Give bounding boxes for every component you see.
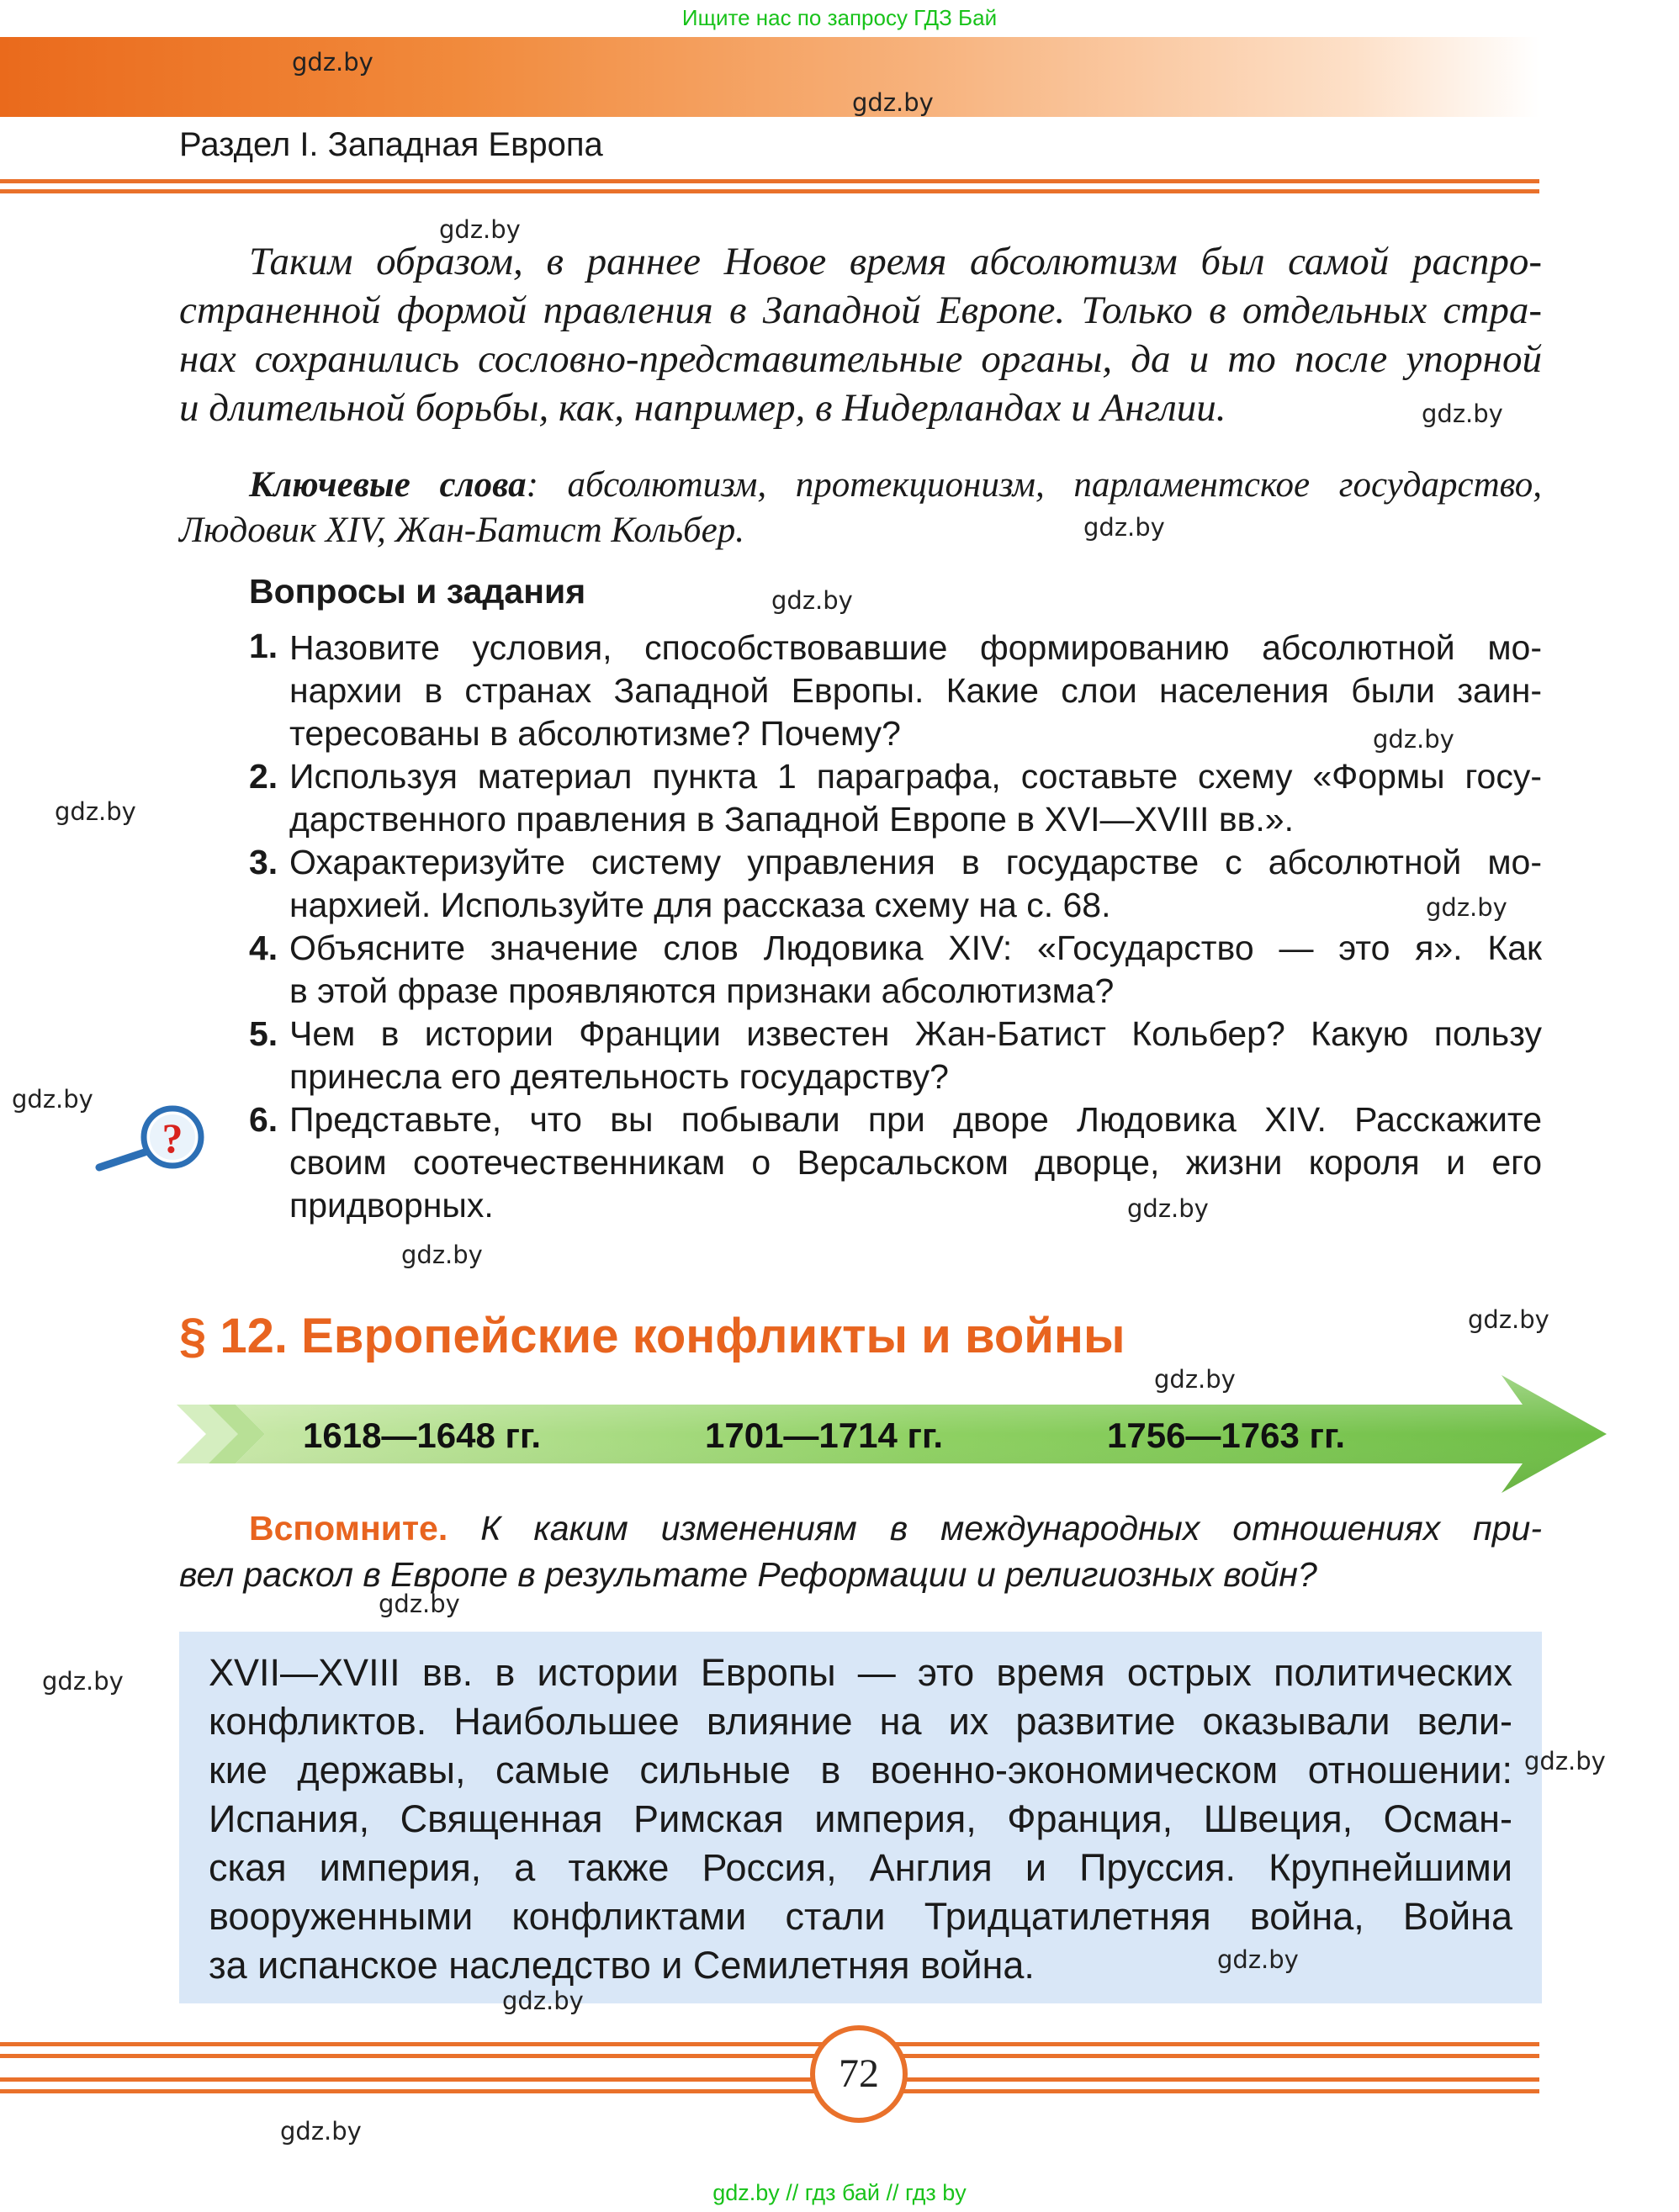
keywords-line — [179, 463, 1542, 508]
watermark-text: gdz.by — [771, 586, 853, 615]
question-line: принесла его деятельность государству? — [289, 1057, 949, 1096]
footer-stripe-4 — [0, 2089, 1539, 2093]
footer-links[interactable]: gdz.by // гдз бай // гдз by — [712, 2180, 967, 2205]
intro-text — [209, 1648, 1512, 1990]
question-item — [249, 1013, 1542, 1098]
recall-label: Вспомните. — [249, 1509, 448, 1548]
question-item — [249, 1098, 1542, 1227]
watermark-text: gdz.by — [1426, 893, 1507, 922]
footer-stripe-2 — [0, 2054, 1539, 2058]
question-item — [249, 927, 1542, 1013]
watermark-text: gdz.by — [379, 1590, 460, 1618]
intro-line: ская империя, а также Россия, Англия и Пруссия. Крупнейшими — [209, 1846, 1512, 1889]
watermark-text: gdz.by — [280, 2117, 362, 2146]
paragraph-title: § 12. Европейские конфликты и войны — [179, 1309, 1126, 1363]
intro-line: кие державы, самые сильные в военно-экономическом отношении: — [209, 1749, 1512, 1791]
conclusion-line: страненной формой правления в Западной Европе. Только в отдельных стра- — [179, 288, 1542, 332]
intro-line: вооруженными конфликтами стали Тридцатилетняя война, Война — [209, 1895, 1512, 1938]
watermark-text: gdz.by — [55, 797, 136, 826]
question-line: дарственного правления в Западной Европе в XVI—XVIII вв.». — [289, 800, 1294, 839]
header-gradient-bar — [0, 37, 1539, 117]
watermark-text: gdz.by — [42, 1667, 124, 1696]
watermark-text: gdz.by — [1217, 1945, 1299, 1974]
question-item — [249, 841, 1542, 927]
watermark-text: gdz.by — [12, 1085, 93, 1114]
watermark-text: gdz.by — [292, 48, 373, 77]
question-item — [249, 627, 1542, 755]
question-number: 6. — [249, 1100, 278, 1139]
watermark-text: gdz.by — [1468, 1305, 1549, 1334]
question-line: нархии в странах Западной Европы. Какие слои населения были заин- — [289, 671, 1542, 710]
question-line: в этой фразе проявляются признаки абсолютизма? — [289, 971, 1115, 1010]
keywords-list-1: : абсолютизм, протекционизм, парламентское государство, — [526, 465, 1542, 505]
question-number: 3. — [249, 843, 278, 881]
question-item — [249, 755, 1542, 841]
intro-line: XVII—XVIII вв. в истории Европы — это время острых политических — [209, 1651, 1512, 1694]
recall-question-1: К каким изменениям в международных отношениях при- — [448, 1509, 1542, 1548]
watermark-text: gdz.by — [1524, 1747, 1606, 1775]
question-line: Охарактеризуйте систему управления в государстве с абсолютной мо- — [289, 843, 1542, 881]
intro-line: за испанское наследство и Семилетняя война. — [209, 1944, 1035, 1987]
question-line: придворных. — [289, 1186, 494, 1225]
watermark-text: gdz.by — [401, 1241, 483, 1269]
page-number: 72 — [839, 2051, 879, 2096]
timeline-date: 1701—1714 гг. — [705, 1416, 943, 1455]
watermark-text: gdz.by — [439, 215, 521, 244]
question-number: 4. — [249, 929, 278, 967]
watermark-text: gdz.by — [502, 1987, 584, 2015]
conclusion-line: и длительной борьбы, как, например, в Нидерландах и Англии. — [179, 386, 1226, 430]
question-line: Представьте, что вы побывали при дворе Людовика XIV. Расскажите — [289, 1100, 1542, 1139]
watermark-text: gdz.by — [1422, 400, 1503, 428]
conclusion-paragraph — [179, 237, 1542, 432]
svg-text:?: ? — [162, 1114, 183, 1162]
watermark-text: gdz.by — [1083, 513, 1165, 542]
question-number: 1. — [249, 627, 278, 665]
question-line: Назовите условия, способствовавшие формированию абсолютной мо- — [289, 628, 1542, 667]
recall-line: вел раскол в Европе в результате Реформации и религиозных войн? — [179, 1555, 1317, 1594]
header-stripe-2 — [0, 189, 1539, 193]
watermark-text: gdz.by — [852, 88, 934, 117]
question-line: тересованы в абсолютизме? Почему? — [289, 714, 901, 753]
watermark-text: gdz.by — [1373, 725, 1454, 754]
questions-list — [249, 627, 1542, 1227]
watermark-text: gdz.by — [1127, 1194, 1209, 1223]
timeline-date: 1618—1648 гг. — [303, 1416, 541, 1455]
question-number: 2. — [249, 757, 278, 796]
section-label: Раздел I. Западная Европа — [179, 126, 603, 163]
question-line: своим соотечественникам о Версальском дворце, жизни короля и его — [289, 1143, 1542, 1182]
recall-line — [179, 1506, 1542, 1552]
keywords-line: Людовик XIV, Жан-Батист Кольбер. — [179, 511, 745, 550]
question-line: Чем в истории Франции известен Жан-Батист Кольбер? Какую пользу — [289, 1014, 1542, 1053]
magnifier-question-icon — [93, 1102, 210, 1186]
watermark-text: gdz.by — [1154, 1365, 1236, 1394]
footer-stripe-1 — [0, 2042, 1539, 2046]
top-banner-link[interactable]: Ищите нас по запросу ГДЗ Бай — [681, 5, 998, 30]
header-stripe-1 — [0, 179, 1539, 183]
question-number: 5. — [249, 1014, 278, 1053]
question-line: Объясните значение слов Людовика XIV: «Государство — это я». Как — [289, 929, 1542, 967]
recall-block — [179, 1506, 1542, 1598]
conclusion-line: нах сохранились сословно-представительные органы, да и то после упорной — [179, 337, 1542, 381]
intro-line: конфликтов. Наибольшее влияние на их развитие оказывали вели- — [209, 1700, 1512, 1743]
question-line: нархией. Используйте для рассказа схему на с. 68. — [289, 886, 1111, 924]
intro-line: Испания, Священная Римская империя, Франция, Швеция, Осман- — [209, 1797, 1512, 1840]
keywords-label: Ключевые слова — [249, 465, 527, 505]
keywords-block — [179, 463, 1542, 553]
timeline-date: 1756—1763 гг. — [1107, 1416, 1345, 1455]
question-line: Используя материал пункта 1 параграфа, составьте схему «Формы госу- — [289, 757, 1542, 796]
footer-stripe-3 — [0, 2077, 1539, 2082]
conclusion-line: Таким образом, в раннее Новое время абсолютизм был самой распро- — [249, 240, 1542, 283]
questions-heading: Вопросы и задания — [249, 572, 586, 611]
